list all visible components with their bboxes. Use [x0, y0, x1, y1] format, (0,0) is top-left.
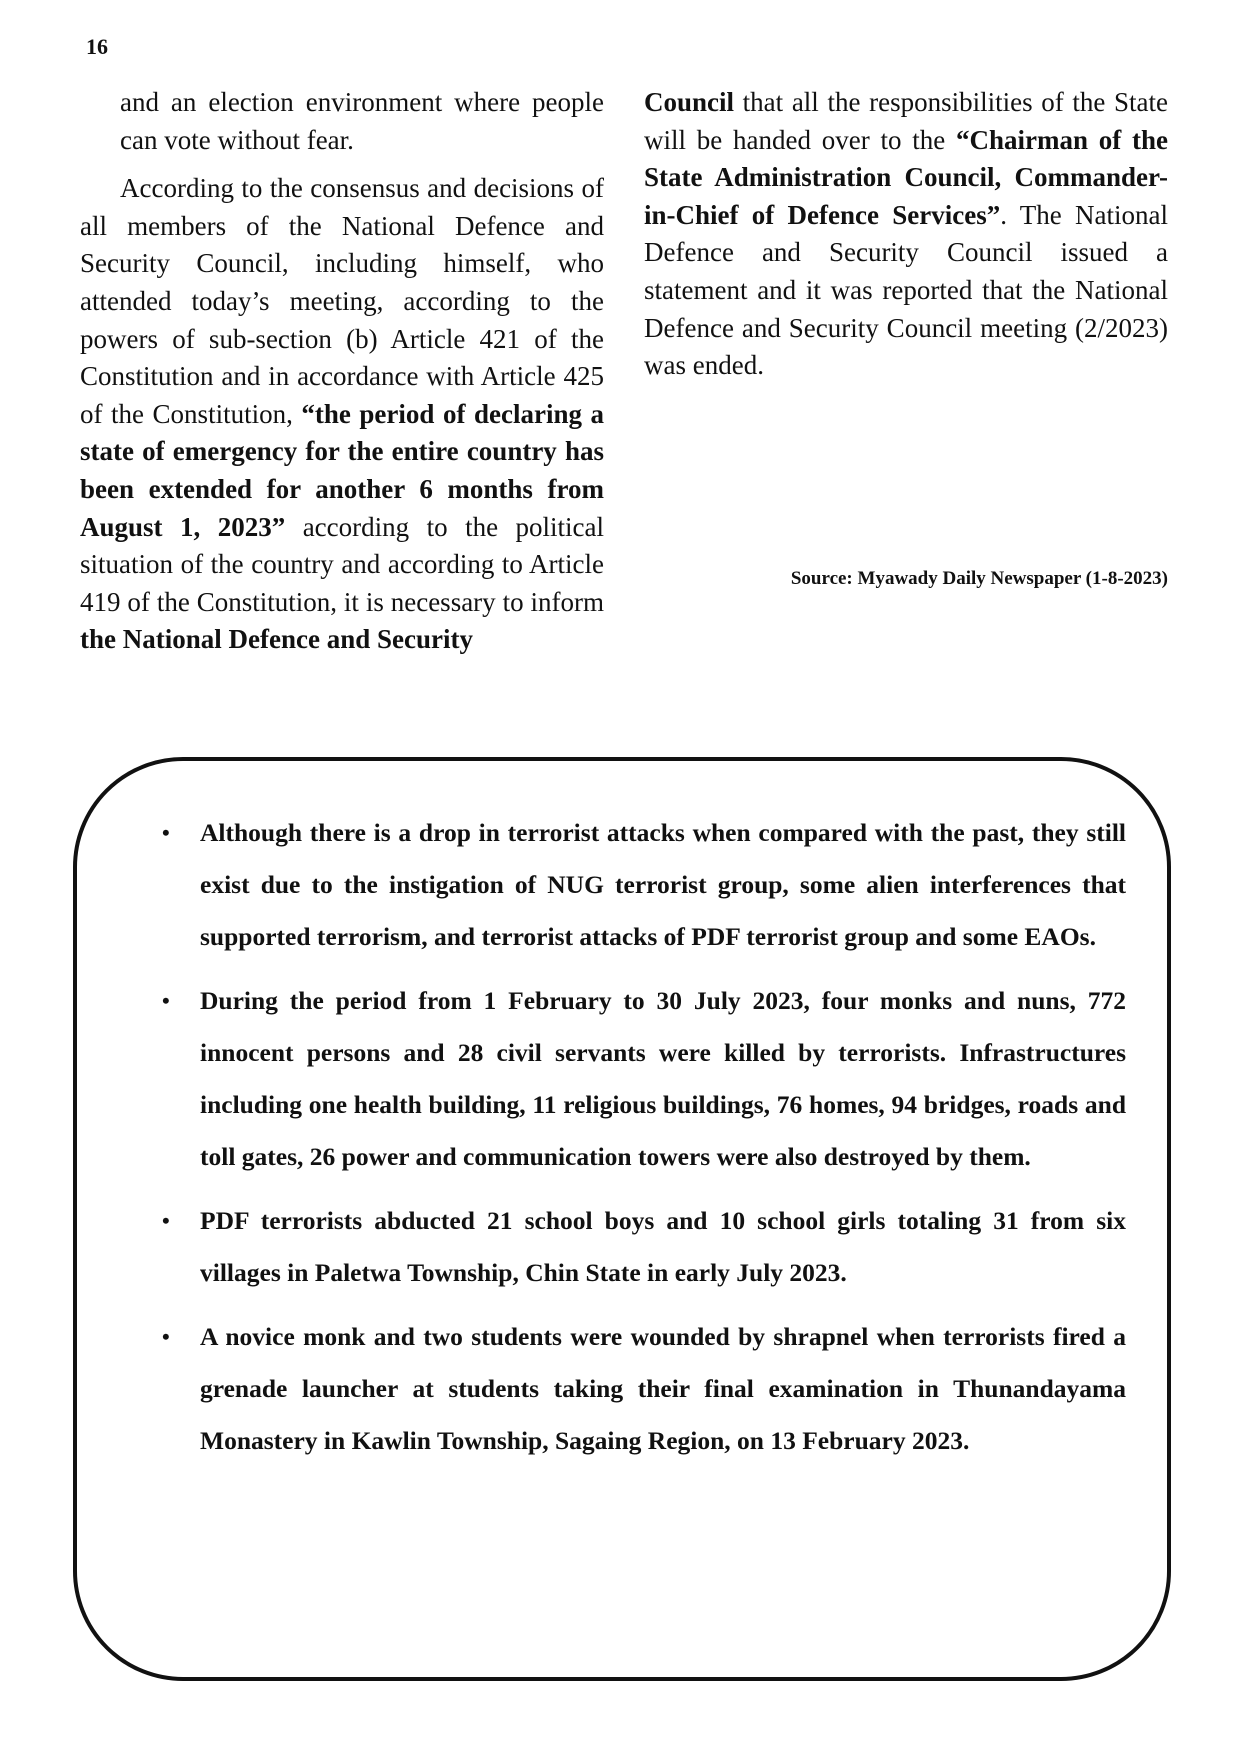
bullet-item-text: During the period from 1 February to 30 July 2023, four monks and nuns, 772 innocent persons and 28 civil servants were killed by terrorists. Infrastructures including one health building, 11 religious buildings, 76 homes, 94 bridges, roads and toll gates, 26 power and communication towers were also destroyed by them.	[200, 986, 1126, 1171]
bullet-item-text: PDF terrorists abducted 21 school boys and 10 school girls totaling 31 from six villages in Paletwa Township, Chin State in early July 2023.	[200, 1206, 1126, 1287]
bullet-item-text: Although there is a drop in terrorist attacks when compared with the past, they still exist due to the instigation of NUG terrorist group, some alien interferences that supported terrorism, and terrorist attacks of PDF terrorist group and some EAOs.	[200, 818, 1126, 951]
left-paragraph-2-emphasis-council: the National Defence and Security	[80, 624, 473, 655]
bullet-icon: •	[162, 1324, 170, 1349]
bullet-item	[160, 1311, 1126, 1467]
bullet-item	[160, 975, 1126, 1183]
page-number: 16	[86, 34, 108, 59]
bullet-item	[160, 807, 1126, 963]
left-paragraph-2-emphasis-quote: “the period of declaring a state of emergency for the entire country has been extended for another 6 months from August 1, 2023”	[80, 398, 604, 542]
bullet-icon: •	[162, 820, 170, 845]
left-paragraph-2-text-c: according to the political situation of the country and according to Article 419 of the Constitution, it is necessary to inform	[80, 511, 604, 617]
right-paragraph	[644, 84, 1168, 385]
bullet-item-text: A novice monk and two students were wounded by shrapnel when terrorists fired a grenade launcher at students taking their final examination in Thunandayama Monastery in Kawlin Township, Sagaing Region, on 13 February 2023.	[200, 1322, 1126, 1455]
highlight-box	[73, 757, 1171, 1681]
highlight-bullet-list	[160, 807, 1126, 1479]
bullet-item	[160, 1195, 1126, 1299]
left-paragraph-1: and an election environment where people can vote without fear.	[120, 87, 604, 155]
bullet-icon: •	[162, 1208, 170, 1233]
left-paragraph-2-text-a: According to the consensus and decisions of all members of the National Defence and Security Council, including himself, who attended today’s meeting, according to the powers of sub-section (b) Article 421 of the Constitution and in accordance with Article 425 of the Constitution,	[80, 173, 604, 429]
left-column	[80, 84, 604, 659]
right-paragraph-emphasis-council: Council	[644, 87, 735, 117]
right-column	[644, 84, 1168, 385]
right-paragraph-text-b: that all the responsibilities of the State will be handed over to the	[644, 87, 1168, 155]
right-paragraph-text-d: . The National Defence and Security Council issued a statement and it was reported that the National Defence and Security Council meeting (2/2023) was ended.	[644, 199, 1168, 381]
source-citation: Source: Myawady Daily Newspaper (1-8-2023)	[790, 568, 1168, 589]
bullet-icon: •	[162, 988, 170, 1013]
right-paragraph-emphasis-chairman: “Chairman of the State Administration Council, Commander-in-Chief of Defence Services”	[644, 124, 1168, 230]
left-paragraph-2	[80, 170, 604, 659]
